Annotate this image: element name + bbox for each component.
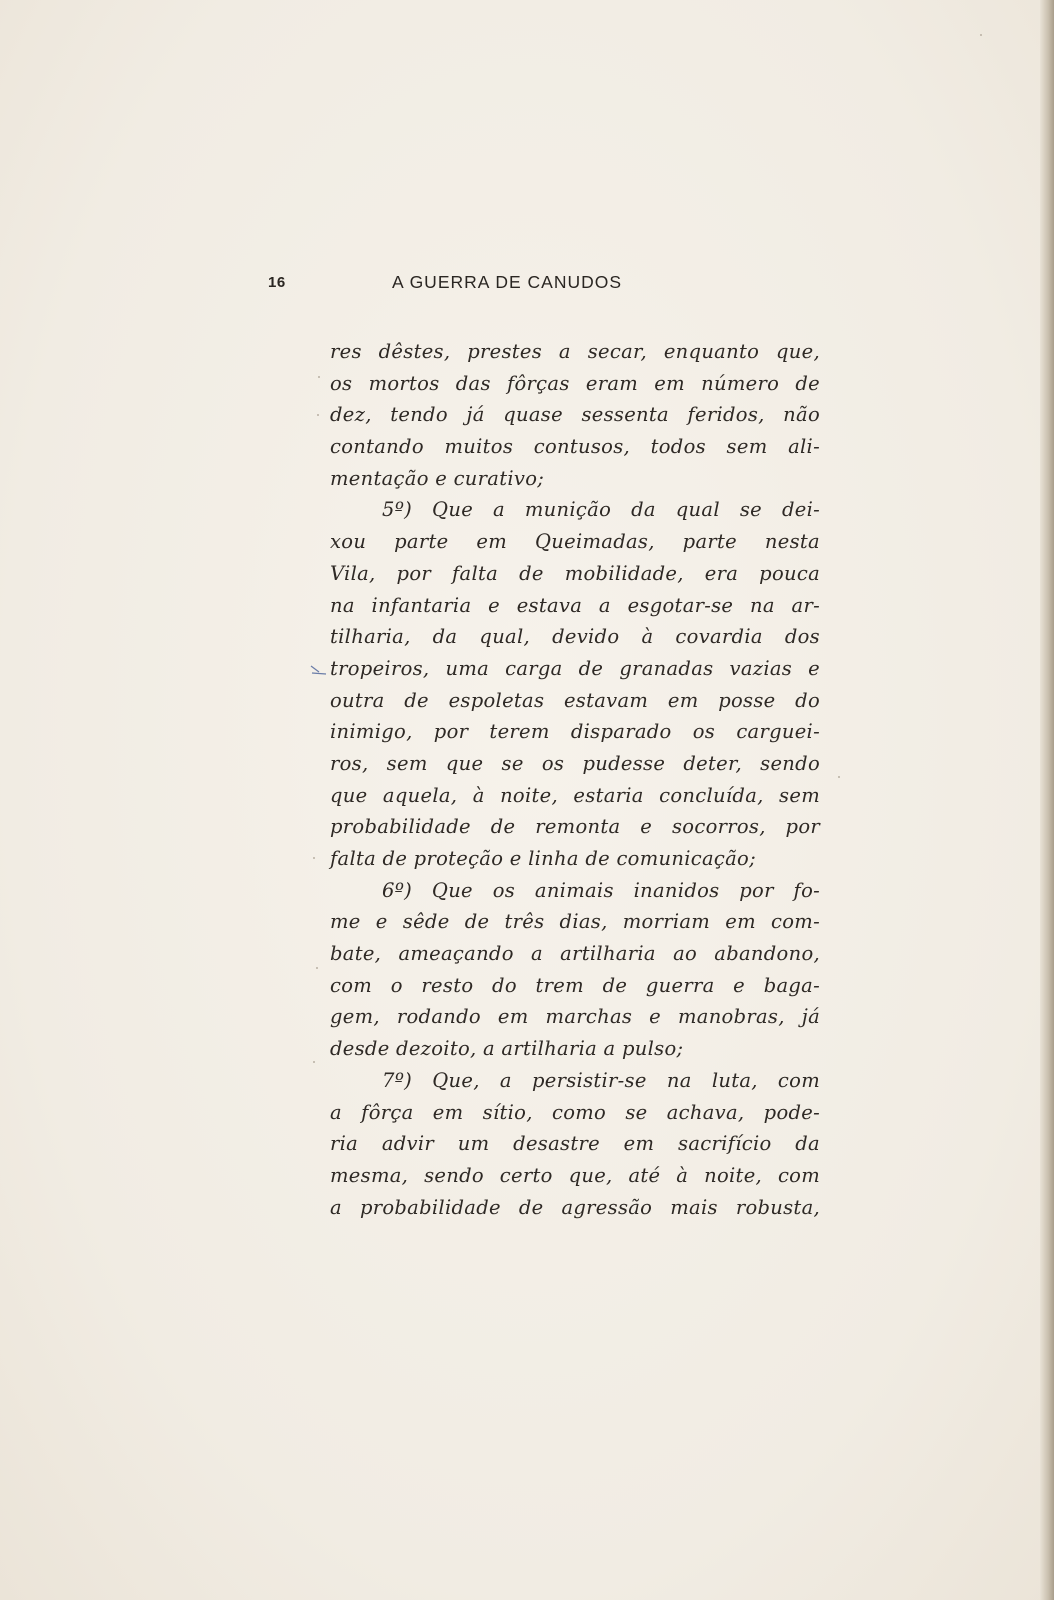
speck bbox=[838, 776, 840, 778]
text-line: probabilidade de remonta e socorros, por bbox=[330, 815, 820, 839]
text-line: outra de espoletas estavam em posse do bbox=[330, 688, 820, 712]
text-line: 5º) Que a munição da qual se dei- bbox=[382, 498, 820, 522]
speck bbox=[318, 376, 320, 378]
text-line: na infantaria e estava a esgotar-se na ar- bbox=[330, 593, 820, 617]
running-title: A GUERRA DE CANUDOS bbox=[392, 272, 623, 292]
text-line: dez, tendo já quase sessenta feridos, não bbox=[330, 403, 820, 427]
text-line: gem, rodando em marchas e manobras, já bbox=[330, 1005, 820, 1029]
speck bbox=[317, 414, 319, 416]
text-line: ros, sem que se os pudesse deter, sendo bbox=[330, 751, 820, 775]
speck bbox=[313, 857, 315, 859]
text-line: a probabilidade de agressão mais robusta, bbox=[330, 1195, 820, 1219]
speck bbox=[316, 967, 318, 969]
text-line: mesma, sendo certo que, até à noite, com bbox=[330, 1163, 820, 1187]
text-line: contando muitos contusos, todos sem ali- bbox=[330, 435, 820, 459]
text-line: ria advir um desastre em sacrifício da bbox=[330, 1132, 820, 1156]
text-line: que aquela, à noite, estaria concluída, sem bbox=[330, 783, 820, 807]
running-head bbox=[0, 268, 1054, 298]
text-line: falta de proteção e linha de comunicação; bbox=[330, 847, 756, 870]
speck bbox=[313, 1061, 315, 1063]
text-line: bate, ameaçando a artilharia ao abandono, bbox=[330, 942, 820, 966]
text-line: com o resto do trem de guerra e baga- bbox=[330, 973, 820, 997]
speck bbox=[980, 34, 982, 36]
text-line: mentação e curativo; bbox=[330, 466, 545, 490]
text-line: 7º) Que, a persistir-se na luta, com bbox=[382, 1068, 820, 1092]
text-line: 6º) Que os animais inanidos por fo- bbox=[382, 878, 820, 902]
text-line: inimigo, por terem disparado os carguei- bbox=[330, 720, 820, 744]
text-line: Vila, por falta de mobilidade, era pouca bbox=[330, 561, 820, 585]
text-line: a fôrça em sítio, como se achava, pode- bbox=[330, 1100, 820, 1124]
text-line: xou parte em Queimadas, parte nesta bbox=[330, 530, 820, 554]
margin-pencil-mark bbox=[310, 664, 328, 676]
page-number: 16 bbox=[268, 274, 286, 291]
text-line: tilharia, da qual, devido à covardia dos bbox=[330, 625, 820, 649]
body-text bbox=[330, 336, 820, 1223]
text-line: os mortos das fôrças eram em número de bbox=[330, 371, 820, 395]
page-edge-shadow bbox=[1040, 0, 1054, 1600]
text-line: res dêstes, prestes a secar, enquanto que, bbox=[330, 340, 820, 363]
text-line: me e sêde de três dias, morriam em com- bbox=[330, 910, 820, 934]
text-line: tropeiros, uma carga de granadas vazias e bbox=[330, 656, 820, 680]
text-line: desde dezoito, a artilharia a pulso; bbox=[330, 1037, 684, 1061]
